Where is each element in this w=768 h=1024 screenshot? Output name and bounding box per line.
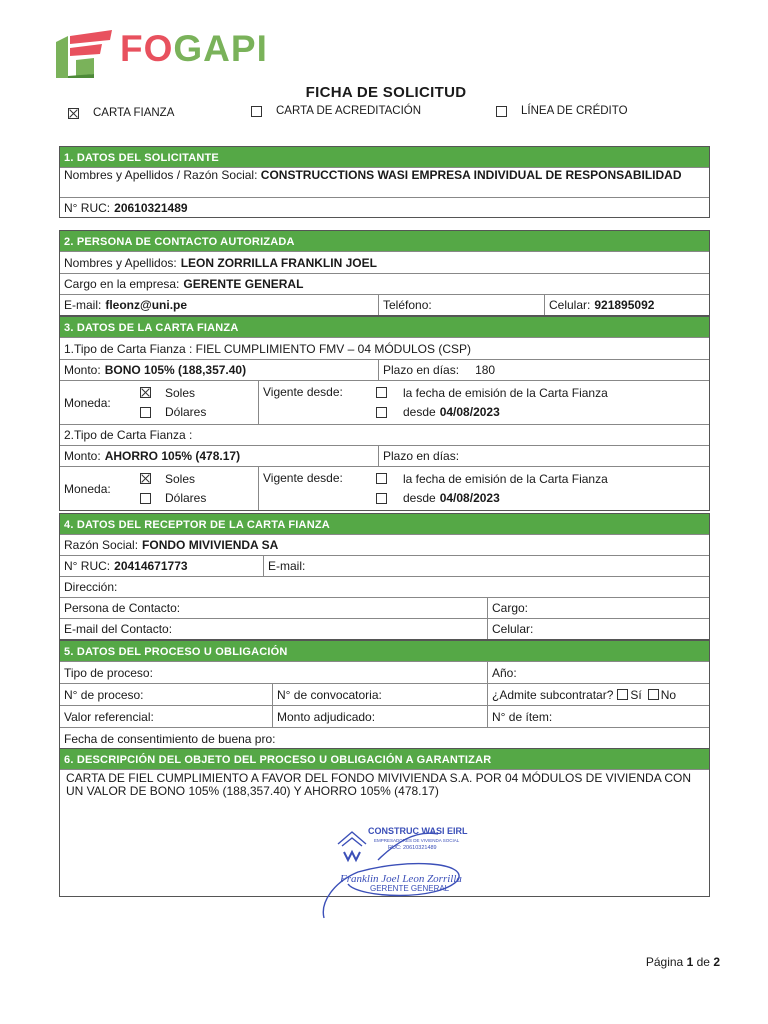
- fogapi-wordmark: [120, 28, 268, 70]
- row-numero-proceso: [60, 683, 709, 705]
- field-label: N° RUC:: [64, 559, 111, 573]
- field-label: Cargo en la empresa:: [64, 277, 180, 291]
- fecha-consentimiento-label: Fecha de consentimiento de buena pro:: [64, 731, 276, 746]
- option-label: desde: [403, 491, 436, 506]
- vigente-1-options: [372, 381, 709, 424]
- section-header: 3. DATOS DE LA CARTA FIANZA: [60, 316, 709, 337]
- ruc-receptor-value: 20414671773: [114, 559, 188, 573]
- cargo-value: GERENTE GENERAL: [183, 277, 304, 291]
- monto-1-cell: [60, 360, 378, 380]
- fogapi-logo-icon: [54, 28, 116, 80]
- option-linea-credito[interactable]: [496, 105, 628, 117]
- email-contacto-label: E-mail del Contacto:: [64, 622, 173, 636]
- checkbox-icon[interactable]: [140, 407, 151, 418]
- field-label: E-mail:: [64, 298, 102, 312]
- stamp-sub: EMPRESADORES DE VIVIENDA SOCIAL: [374, 838, 460, 843]
- field-label: Teléfono:: [383, 298, 432, 312]
- descripcion-text: CARTA DE FIEL CUMPLIMIENTO A FAVOR DEL FONDO MIVIVIENDA S.A. POR 04 MÓDULOS DE VIVIENDA CON UN VALOR DE BONO 105% (188,357.40) Y AHORRO 105% (478.17): [66, 771, 692, 798]
- cargo-cell: [60, 274, 709, 294]
- checkbox-icon[interactable]: [140, 493, 151, 504]
- numero-proceso-label: N° de proceso:: [64, 687, 144, 702]
- checkbox-checked-icon[interactable]: [140, 473, 151, 484]
- checkbox-icon[interactable]: [376, 407, 387, 418]
- nombre-cell: [60, 252, 709, 273]
- stamp-role: GERENTE GENERAL: [370, 884, 450, 893]
- checkbox-si-icon[interactable]: [617, 689, 628, 700]
- section-receptor: [59, 513, 710, 640]
- razon-social-cell: [60, 168, 709, 197]
- subcontratar-cell: [487, 684, 709, 705]
- cargo-receptor-label: Cargo:: [487, 598, 709, 618]
- monto-1-value: BONO 105% (188,357.40): [104, 363, 247, 377]
- checkbox-icon[interactable]: [376, 387, 387, 398]
- option-carta-acreditacion[interactable]: [251, 105, 421, 117]
- option-label: Soles: [165, 471, 196, 486]
- no-label: No: [660, 687, 677, 702]
- row-moneda-2: [60, 466, 709, 510]
- option-label: CARTA FIANZA: [93, 107, 175, 119]
- option-label: desde: [403, 405, 436, 420]
- row-razon-social: [60, 167, 709, 197]
- celular-receptor-label: Celular:: [487, 619, 709, 639]
- vigente-desde-option[interactable]: [376, 403, 500, 423]
- logo-part-gapi: GAPI: [173, 28, 268, 69]
- section-solicitante: [59, 146, 710, 218]
- razon-receptor-value: FONDO MIVIVIENDA SA: [142, 538, 279, 552]
- option-label: la fecha de emisión de la Carta Fianza: [403, 385, 608, 400]
- monto-2-cell: [60, 446, 378, 466]
- section-carta-fianza: [59, 316, 710, 511]
- nombre-value: LEON ZORRILLA FRANKLIN JOEL: [180, 255, 377, 270]
- row-monto-1: [60, 359, 709, 380]
- row-nombre-contacto: [60, 251, 709, 273]
- row-tipo-1: [60, 337, 709, 359]
- checkbox-icon[interactable]: [376, 493, 387, 504]
- page-indicator: [646, 955, 720, 969]
- logo-part-fo: FO: [120, 28, 174, 69]
- current-page: 1: [686, 955, 694, 969]
- anio-label: Año:: [487, 662, 709, 683]
- email-cell: [60, 295, 378, 315]
- moneda-soles-option[interactable]: [140, 383, 195, 403]
- vigente-emision-option[interactable]: [376, 469, 608, 489]
- document-title: FICHA DE SOLICITUD: [305, 84, 467, 101]
- razon-social-value: CONSTRUCCTIONS WASI EMPRESA INDIVIDUAL DE RESPONSABILIDAD: [260, 168, 682, 182]
- ruc-receptor-cell: [60, 556, 263, 576]
- vigente-label: Vigente desde:: [258, 381, 372, 424]
- direccion-label: Dirección:: [64, 580, 118, 594]
- checkbox-no-icon[interactable]: [648, 689, 659, 700]
- fogapi-logo: [54, 28, 294, 82]
- ruc-cell: [60, 198, 709, 217]
- celular-cell: [544, 295, 709, 315]
- numero-item-label: N° de ítem:: [487, 706, 709, 727]
- row-razon-receptor: [60, 534, 709, 555]
- section-header: 4. DATOS DEL RECEPTOR DE LA CARTA FIANZA: [60, 513, 709, 534]
- section-header: 1. DATOS DEL SOLICITANTE: [60, 146, 709, 167]
- stamp-signer: Franklin Joel Leon Zorrilla: [340, 873, 462, 885]
- moneda-label: Moneda:: [64, 481, 111, 496]
- option-label: Soles: [165, 385, 196, 400]
- page-word: Página: [645, 955, 684, 969]
- section-header: 2. PERSONA DE CONTACTO AUTORIZADA: [60, 230, 709, 251]
- email-value: fleonz@uni.pe: [105, 298, 188, 312]
- option-label: CARTA DE ACREDITACIÓN: [276, 105, 422, 117]
- plazo-1-cell: [378, 360, 709, 380]
- row-fecha-consentimiento: [60, 727, 709, 749]
- field-label: Celular:: [549, 298, 591, 312]
- razon-receptor-cell: [60, 535, 709, 555]
- checkbox-checked-icon[interactable]: [140, 387, 151, 398]
- moneda-2-options: [136, 467, 256, 510]
- company-stamp: [318, 822, 488, 922]
- option-label: Dólares: [165, 491, 207, 506]
- telefono-cell: [378, 295, 544, 315]
- field-label: N° RUC:: [64, 200, 111, 215]
- row-email-telefono: [60, 294, 709, 315]
- si-label: Sí: [630, 687, 642, 702]
- row-ruc: [60, 197, 709, 217]
- subcontratar-label: ¿Admite subcontratar?: [492, 687, 614, 702]
- section-proceso: [59, 640, 710, 750]
- checkbox-checked-icon[interactable]: [68, 108, 79, 119]
- row-tipo-2: [60, 424, 709, 445]
- vigente-label: Vigente desde:: [258, 467, 372, 510]
- field-label: Plazo en días:: [383, 363, 460, 377]
- valor-referencial-label: Valor referencial:: [64, 709, 154, 724]
- vigente-desde-option[interactable]: [376, 489, 500, 509]
- celular-value: 921895092: [594, 298, 655, 312]
- section-header: 6. DESCRIPCIÓN DEL OBJETO DEL PROCESO U OBLIGACIÓN A GARANTIZAR: [60, 748, 709, 769]
- field-label: Monto:: [64, 449, 101, 463]
- checkbox-icon[interactable]: [376, 473, 387, 484]
- persona-contacto-label: Persona de Contacto:: [64, 601, 181, 615]
- vigente-emision-option[interactable]: [376, 383, 608, 403]
- stamp-company: CONSTRUC WASI EIRL: [368, 826, 468, 836]
- row-email-contacto: [60, 618, 709, 639]
- tipo-proceso-label: Tipo de proceso:: [64, 665, 153, 680]
- moneda-label: Moneda:: [64, 395, 111, 410]
- row-monto-2: [60, 445, 709, 466]
- stamp-signature-graphic: [318, 822, 488, 922]
- field-label: Nombres y Apellidos:: [64, 255, 177, 270]
- desde-1-value: 04/08/2023: [439, 405, 500, 420]
- total-pages: 2: [713, 955, 720, 969]
- tipo-carta-2: 2.Tipo de Carta Fianza :: [64, 428, 193, 442]
- plazo-1-value: 180: [475, 363, 496, 377]
- moneda-1-options: [136, 381, 256, 424]
- field-label: Monto:: [64, 363, 101, 377]
- stamp-ruc: RUC: 20610321489: [388, 845, 437, 851]
- monto-2-value: AHORRO 105% (478.17): [104, 449, 241, 463]
- row-moneda-1: [60, 380, 709, 424]
- vigente-2-options: [372, 467, 709, 510]
- moneda-dolares-option[interactable]: [140, 489, 206, 509]
- row-persona-contacto: [60, 597, 709, 618]
- field-label: Razón Social:: [64, 538, 139, 552]
- checkbox-icon[interactable]: [251, 106, 262, 117]
- checkbox-icon[interactable]: [496, 106, 507, 117]
- of-word: de: [696, 955, 710, 969]
- moneda-dolares-option[interactable]: [140, 403, 206, 423]
- row-direccion: [60, 576, 709, 597]
- tipo-carta-1: 1.Tipo de Carta Fianza : FIEL CUMPLIMIENTO FMV – 04 MÓDULOS (CSP): [64, 341, 471, 356]
- plazo-2-cell: [378, 446, 709, 466]
- monto-adjudicado-label: Monto adjudicado:: [272, 706, 487, 727]
- option-label: Dólares: [165, 405, 207, 420]
- email-receptor-cell: [263, 556, 709, 576]
- option-label: la fecha de emisión de la Carta Fianza: [403, 471, 608, 486]
- numero-convocatoria-label: N° de convocatoria:: [272, 684, 487, 705]
- row-valor-referencial: [60, 705, 709, 727]
- option-label: LÍNEA DE CRÉDITO: [521, 105, 628, 117]
- desde-2-value: 04/08/2023: [439, 491, 500, 506]
- row-ruc-receptor: [60, 555, 709, 576]
- row-tipo-proceso: [60, 661, 709, 683]
- moneda-soles-option[interactable]: [140, 469, 195, 489]
- field-label: Plazo en días:: [383, 449, 460, 463]
- option-carta-fianza[interactable]: [68, 107, 174, 119]
- field-label: E-mail:: [268, 559, 306, 573]
- section-contacto: [59, 230, 710, 316]
- ruc-value: 20610321489: [114, 200, 188, 215]
- section-header: 5. DATOS DEL PROCESO U OBLIGACIÓN: [60, 640, 709, 661]
- row-cargo: [60, 273, 709, 294]
- field-label: Nombres y Apellidos / Razón Social:: [64, 168, 258, 182]
